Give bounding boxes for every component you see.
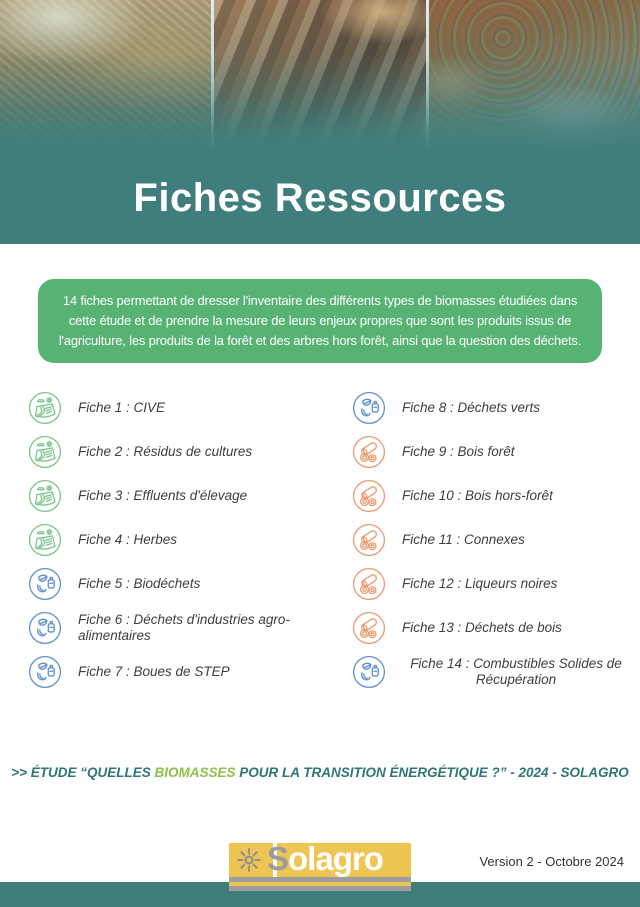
fiche-label: Fiche 10 : Bois hors-forêt [402, 487, 553, 503]
logo-stripe [229, 886, 411, 891]
fiches-column-left [28, 386, 333, 694]
sunburst-icon [236, 847, 262, 873]
logo-wordmark [267, 839, 383, 879]
solagro-logo [229, 840, 411, 891]
agriculture-field-icon [28, 523, 62, 557]
fiche-row [352, 430, 630, 474]
study-text-highlight: BIOMASSES [154, 765, 236, 780]
logo-letters-rest: olagro [288, 840, 383, 877]
fiche-row [28, 386, 333, 430]
fiche-row [28, 518, 333, 562]
wood-logs-icon [352, 479, 386, 513]
fiche-row [28, 430, 333, 474]
organic-waste-icon [352, 391, 386, 425]
fiche-row [352, 518, 630, 562]
study-reference-line [0, 765, 640, 780]
fiche-row [352, 606, 630, 650]
fiche-row [28, 606, 333, 650]
fiche-label: Fiche 6 : Déchets d'industries agro-alimentaires [78, 611, 290, 643]
study-text-part1: >> ÉTUDE “QUELLES [11, 765, 155, 780]
organic-waste-icon [352, 655, 386, 689]
agriculture-field-icon [28, 391, 62, 425]
fiche-label: Fiche 7 : Boues de STEP [78, 663, 230, 679]
logo-letter-s: S [267, 840, 289, 877]
fiche-label: Fiche 8 : Déchets verts [402, 399, 541, 415]
intro-text: 14 fiches permettant de dresser l'inventaire des différents types de biomasses étudiées dans cette étude et de prendre la mesure de leurs enjeux propres que sont les produits issus de l'agriculture, les produits de la forêt et des arbres hors forêt, ainsi que la question des déchets. [58, 293, 582, 349]
organic-waste-icon [28, 655, 62, 689]
organic-waste-icon [28, 567, 62, 601]
fiche-label: Fiche 12 : Liqueurs noires [402, 575, 558, 591]
fiche-label: Fiche 9 : Bois forêt [402, 443, 515, 459]
organic-waste-icon [28, 611, 62, 645]
fiche-row [352, 650, 630, 694]
fiche-row [28, 474, 333, 518]
fiche-row [352, 474, 630, 518]
fiche-row [28, 650, 333, 694]
wood-logs-icon [352, 435, 386, 469]
wood-logs-icon [352, 567, 386, 601]
fiche-label: Fiche 4 : Herbes [78, 531, 178, 547]
fiche-label: Fiche 13 : Déchets de bois [402, 619, 562, 635]
fiche-row [28, 562, 333, 606]
intro-box [38, 279, 602, 363]
wood-logs-icon [352, 523, 386, 557]
title-banner [0, 152, 640, 244]
fiches-column-right [352, 386, 630, 694]
version-label: Version 2 - Octobre 2024 [479, 854, 624, 869]
study-text-part2: POUR LA TRANSITION ÉNERGÉTIQUE ?” - 2024 - SOLAGRO [235, 765, 629, 780]
agriculture-field-icon [28, 435, 62, 469]
page-title: Fiches Ressources [133, 175, 507, 220]
fiche-row [352, 386, 630, 430]
wood-logs-icon [352, 611, 386, 645]
fiche-label: Fiche 3 : Effluents d'élevage [78, 487, 248, 503]
fiche-label: Fiche 14 : Combustibles Solides de Récupération [410, 655, 622, 687]
fiche-label: Fiche 5 : Biodéchets [78, 575, 201, 591]
teal-gradient-overlay [0, 0, 640, 152]
fiche-label: Fiche 2 : Résidus de cultures [78, 443, 253, 459]
fiche-label: Fiche 11 : Connexes [402, 531, 525, 547]
fiche-label: Fiche 1 : CIVE [78, 399, 166, 415]
fiche-row [352, 562, 630, 606]
agriculture-field-icon [28, 479, 62, 513]
hero-photo-strip [0, 0, 640, 152]
